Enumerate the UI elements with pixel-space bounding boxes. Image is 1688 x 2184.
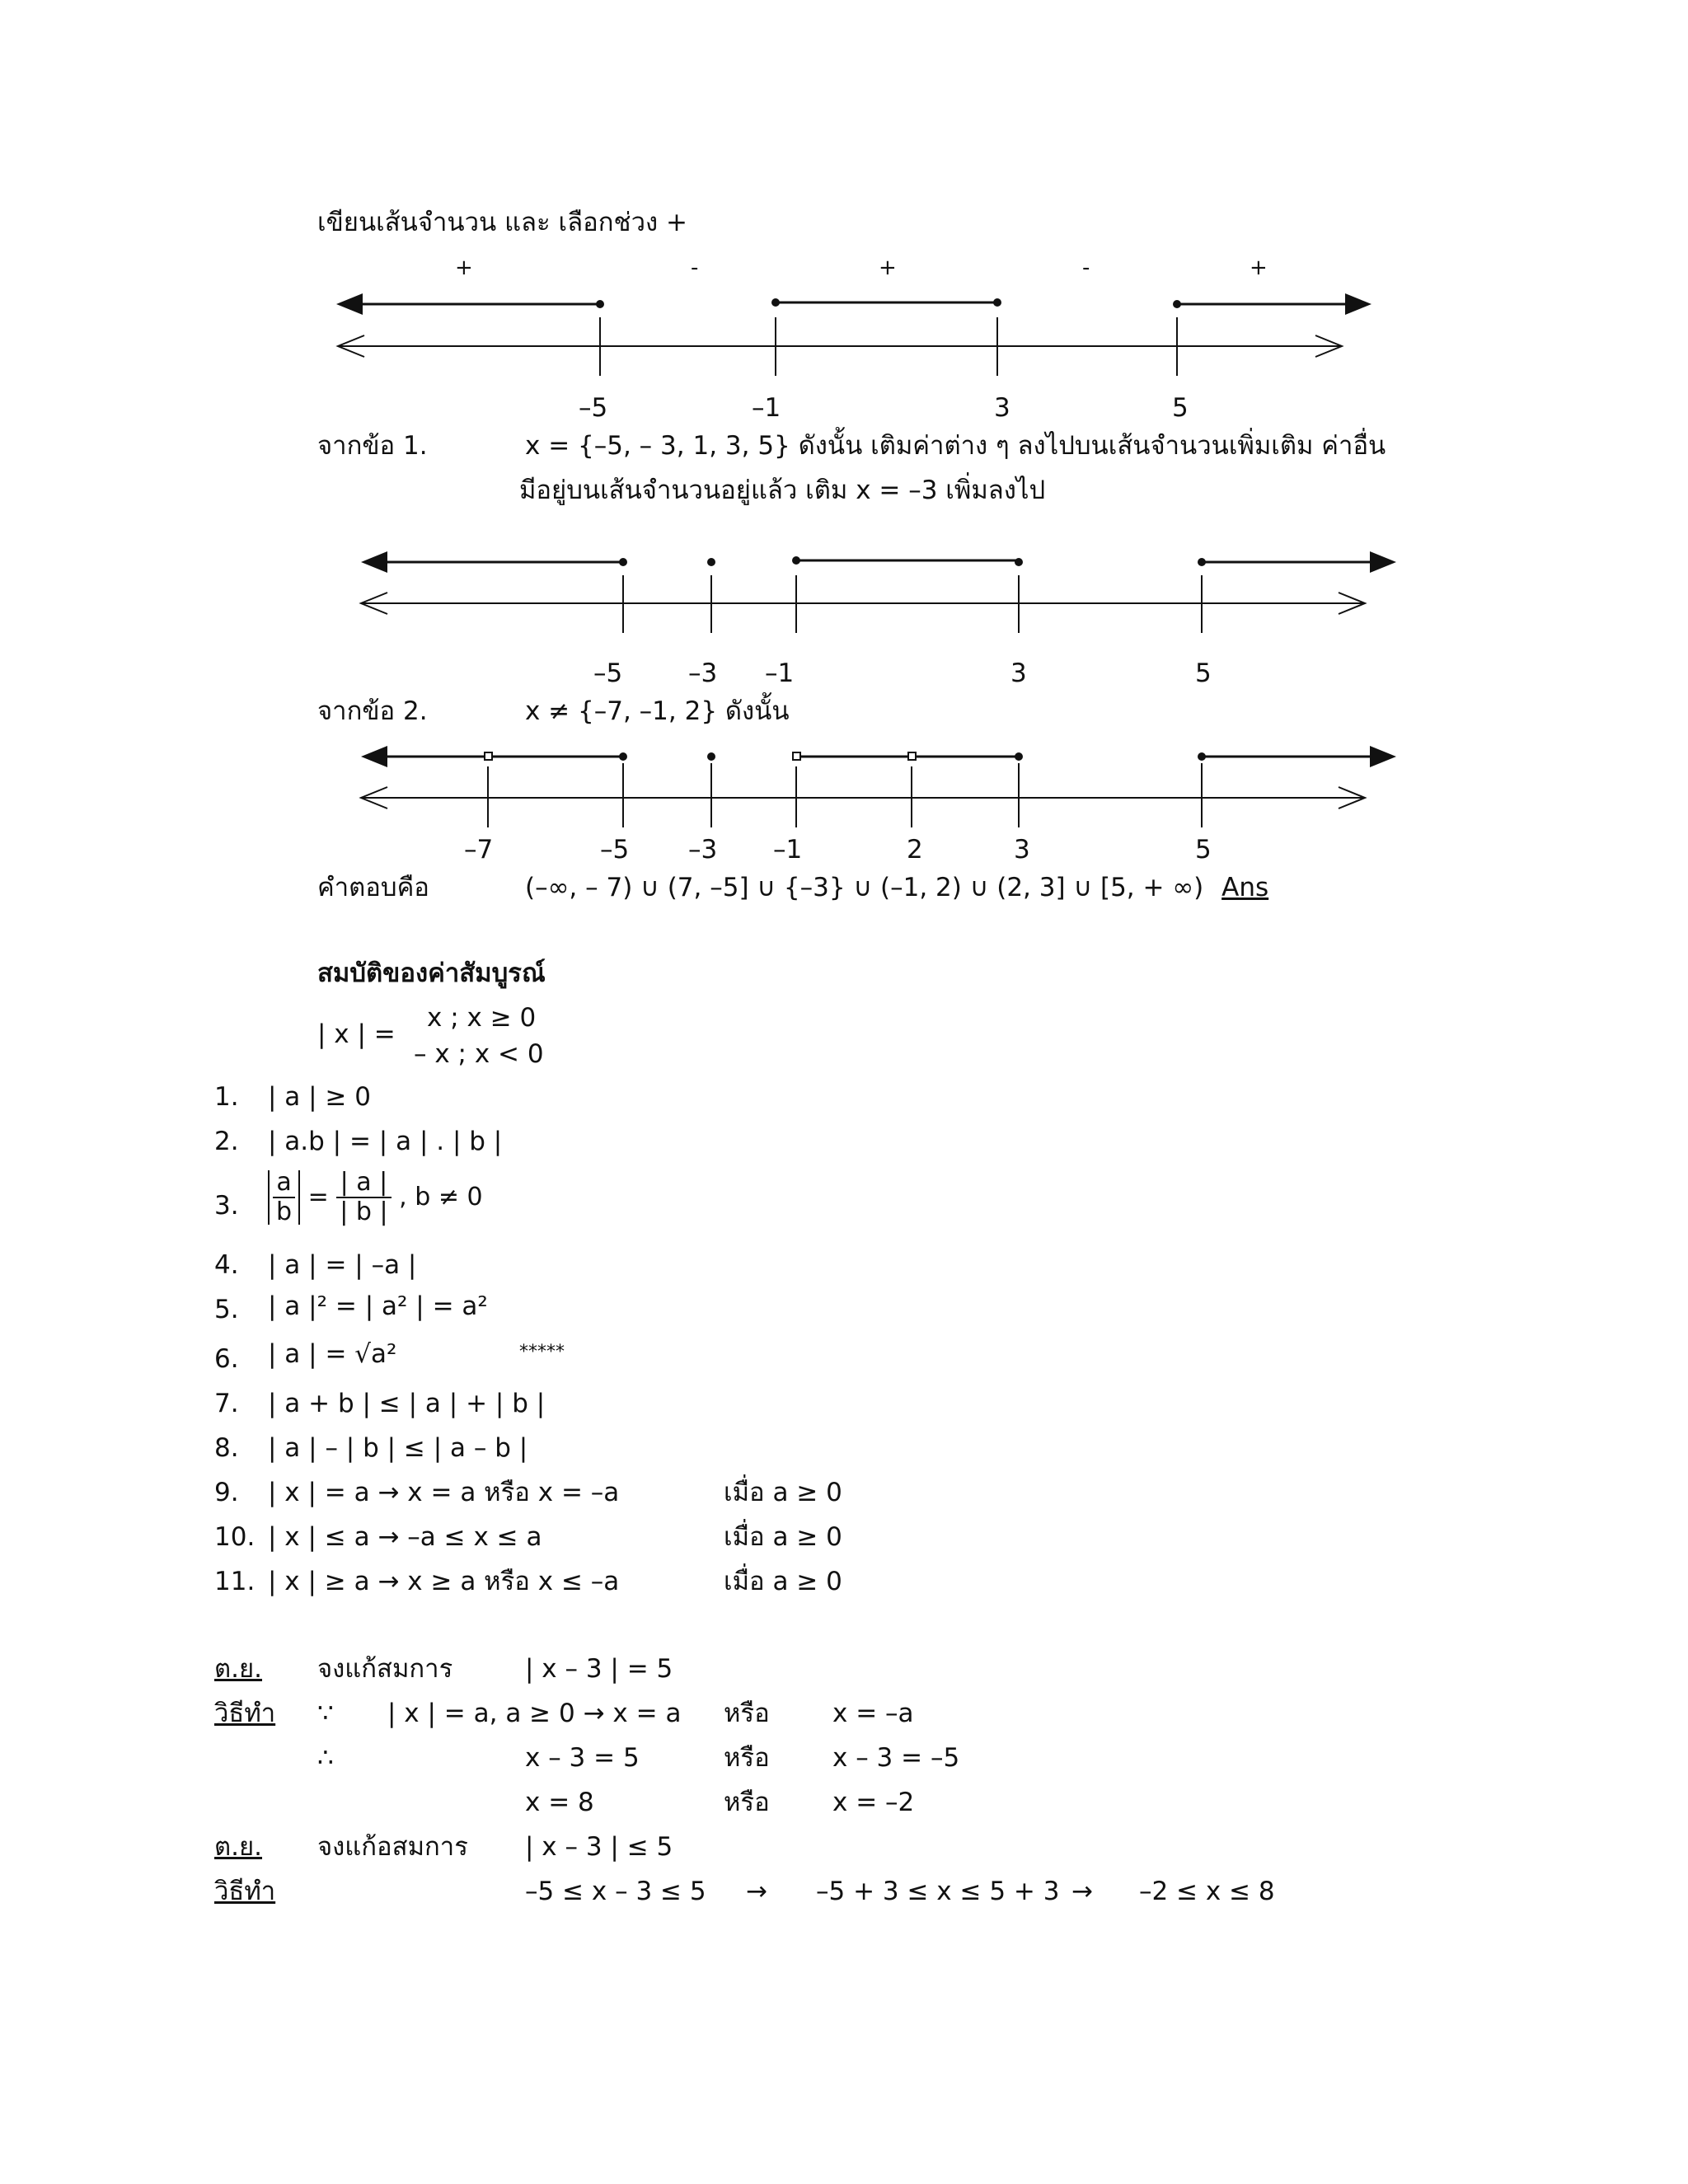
answer-label: คำตอบคือ	[317, 873, 429, 902]
therefore-symbol: ∴	[317, 1743, 334, 1773]
answer-intervals: (–∞, – 7) ∪ (7, –5] ∪ {–3} ∪ (–1, 2) ∪ (2, 3] ∪ [5, + ∞)	[525, 873, 1204, 902]
arrow-icon: →	[1071, 1877, 1093, 1906]
tick-label: –7	[464, 835, 494, 865]
because-symbol: ∵	[317, 1699, 334, 1728]
fraction-numerator: a	[273, 1170, 295, 1198]
arrow-icon: →	[746, 1877, 767, 1906]
abs-definition-lhs: | x | =	[317, 1019, 396, 1049]
step1-text: มีอยู่บนเส้นจำนวนอยู่แล้ว เติม x = –3 เพิ่มลงไป	[519, 476, 1046, 505]
solution-step: –5 ≤ x – 3 ≤ 5	[525, 1877, 706, 1906]
property-number: 2.	[214, 1127, 239, 1156]
fraction-denominator: b	[276, 1197, 293, 1226]
property-number: 5.	[214, 1295, 239, 1324]
example-prompt: จงแก้อสมการ	[317, 1832, 468, 1862]
step1-text: x = {–5, – 3, 1, 3, 5} ดังนั้น เติมค่าต่าง ๆ ลงไปบนเส้นจำนวนเพิ่มเติม ค่าอื่น	[525, 431, 1386, 461]
example-label: ต.ย.	[214, 1654, 263, 1684]
property-number: 7.	[214, 1389, 239, 1418]
tick-label: 5	[1195, 835, 1212, 865]
example-label: ต.ย.	[214, 1832, 263, 1862]
property-number: 6.	[214, 1344, 239, 1374]
tick-label: 2	[907, 835, 923, 865]
or-word: หรือ	[724, 1743, 770, 1773]
tick-label: 5	[1195, 658, 1212, 688]
step2-label: จากข้อ 2.	[317, 696, 428, 726]
step1-label: จากข้อ 1.	[317, 431, 428, 461]
or-word: หรือ	[724, 1788, 770, 1817]
tick-label: 5	[1172, 393, 1189, 423]
properties-title: สมบัติของค่าสัมบูรณ์	[317, 958, 546, 988]
property-number: 4.	[214, 1250, 239, 1280]
abs-definition-case-positive: x ; x ≥ 0	[427, 1003, 537, 1033]
fraction-numerator: | a |	[336, 1170, 391, 1198]
property-expression: | x | ≤ a → –a ≤ x ≤ a	[268, 1522, 542, 1552]
solution-right: x = –a	[832, 1699, 914, 1728]
property-expression: | a | = | –a |	[268, 1250, 417, 1280]
sign-label: -	[691, 255, 699, 280]
sign-label: -	[1082, 255, 1090, 280]
sign-label: +	[879, 255, 897, 280]
solution-step: –5 + 3 ≤ x ≤ 5 + 3	[816, 1877, 1060, 1906]
property-condition: เมื่อ a ≥ 0	[724, 1567, 842, 1596]
number-line-3	[0, 0, 1688, 857]
rule-expression: | x | = a, a ≥ 0 → x = a	[387, 1699, 682, 1728]
step2-text: x ≠ {–7, –1, 2} ดังนั้น	[525, 696, 790, 726]
method-label: วิธีทำ	[214, 1877, 276, 1906]
solution-right: x – 3 = –5	[832, 1743, 960, 1773]
property-expression: $\frac{a}{b}$ = $\frac{| a |}{| b |}$ , b ≠ 0	[268, 1170, 483, 1225]
property-condition: เมื่อ a ≥ 0	[724, 1478, 842, 1507]
sign-label: +	[455, 255, 473, 280]
tick-label: –3	[688, 658, 718, 688]
property-expression: | a | = √a²	[268, 1339, 397, 1369]
property-expression: | a | – | b | ≤ | a – b |	[268, 1433, 528, 1463]
arrow-left-icon	[361, 746, 387, 767]
tick-label: 3	[994, 393, 1010, 423]
solution-left: x – 3 = 5	[525, 1743, 640, 1773]
tick-label: –3	[688, 835, 718, 865]
property-expression: | a + b | ≤ | a | + | b |	[268, 1389, 546, 1418]
method-label: วิธีทำ	[214, 1699, 276, 1728]
tick-label: –5	[600, 835, 630, 865]
tick-label: 3	[1014, 835, 1030, 865]
solution-left: x = 8	[525, 1788, 594, 1817]
tick-label: 3	[1010, 658, 1027, 688]
property-number: 11.	[214, 1567, 256, 1596]
property-number: 1.	[214, 1082, 239, 1112]
property-number: 8.	[214, 1433, 239, 1463]
solution-right: x = –2	[832, 1788, 915, 1817]
property-condition: เมื่อ a ≥ 0	[724, 1522, 842, 1552]
answer-text	[525, 875, 1268, 901]
property-number: 9.	[214, 1478, 239, 1507]
example-equation: | x – 3 | = 5	[525, 1654, 673, 1684]
arrow-right-icon	[1370, 746, 1396, 767]
property-expression: | a.b | = | a | . | b |	[268, 1127, 503, 1156]
or-word: หรือ	[724, 1699, 770, 1728]
example-equation: | x – 3 | ≤ 5	[525, 1832, 673, 1862]
property-expression: | x | ≥ a → x ≥ a หรือ x ≤ –a	[268, 1567, 620, 1596]
tick-label: –1	[765, 658, 795, 688]
intro-text: เขียนเส้นจำนวน และ เลือกช่วง +	[317, 208, 687, 237]
tick-label: –5	[579, 393, 608, 423]
fraction-denominator: | b |	[340, 1197, 388, 1226]
tick-label: –5	[593, 658, 623, 688]
property-number: 10.	[214, 1522, 256, 1552]
abs-definition-case-negative: – x ; x < 0	[414, 1039, 544, 1069]
property-number: 3.	[214, 1191, 239, 1221]
tick-label: –1	[752, 393, 781, 423]
tick-label: –1	[773, 835, 803, 865]
ans-marker: Ans	[1221, 873, 1269, 902]
example-prompt: จงแก้สมการ	[317, 1654, 453, 1684]
solution-step: –2 ≤ x ≤ 8	[1139, 1877, 1275, 1906]
property-expression: | a | ≥ 0	[268, 1082, 371, 1112]
sign-label: +	[1250, 255, 1268, 280]
property-expression: | x | = a → x = a หรือ x = –a	[268, 1478, 620, 1507]
property-condition: , b ≠ 0	[399, 1183, 483, 1212]
property-expression: | a |² = | a² | = a²	[268, 1291, 488, 1321]
emphasis-stars: *****	[519, 1342, 565, 1362]
